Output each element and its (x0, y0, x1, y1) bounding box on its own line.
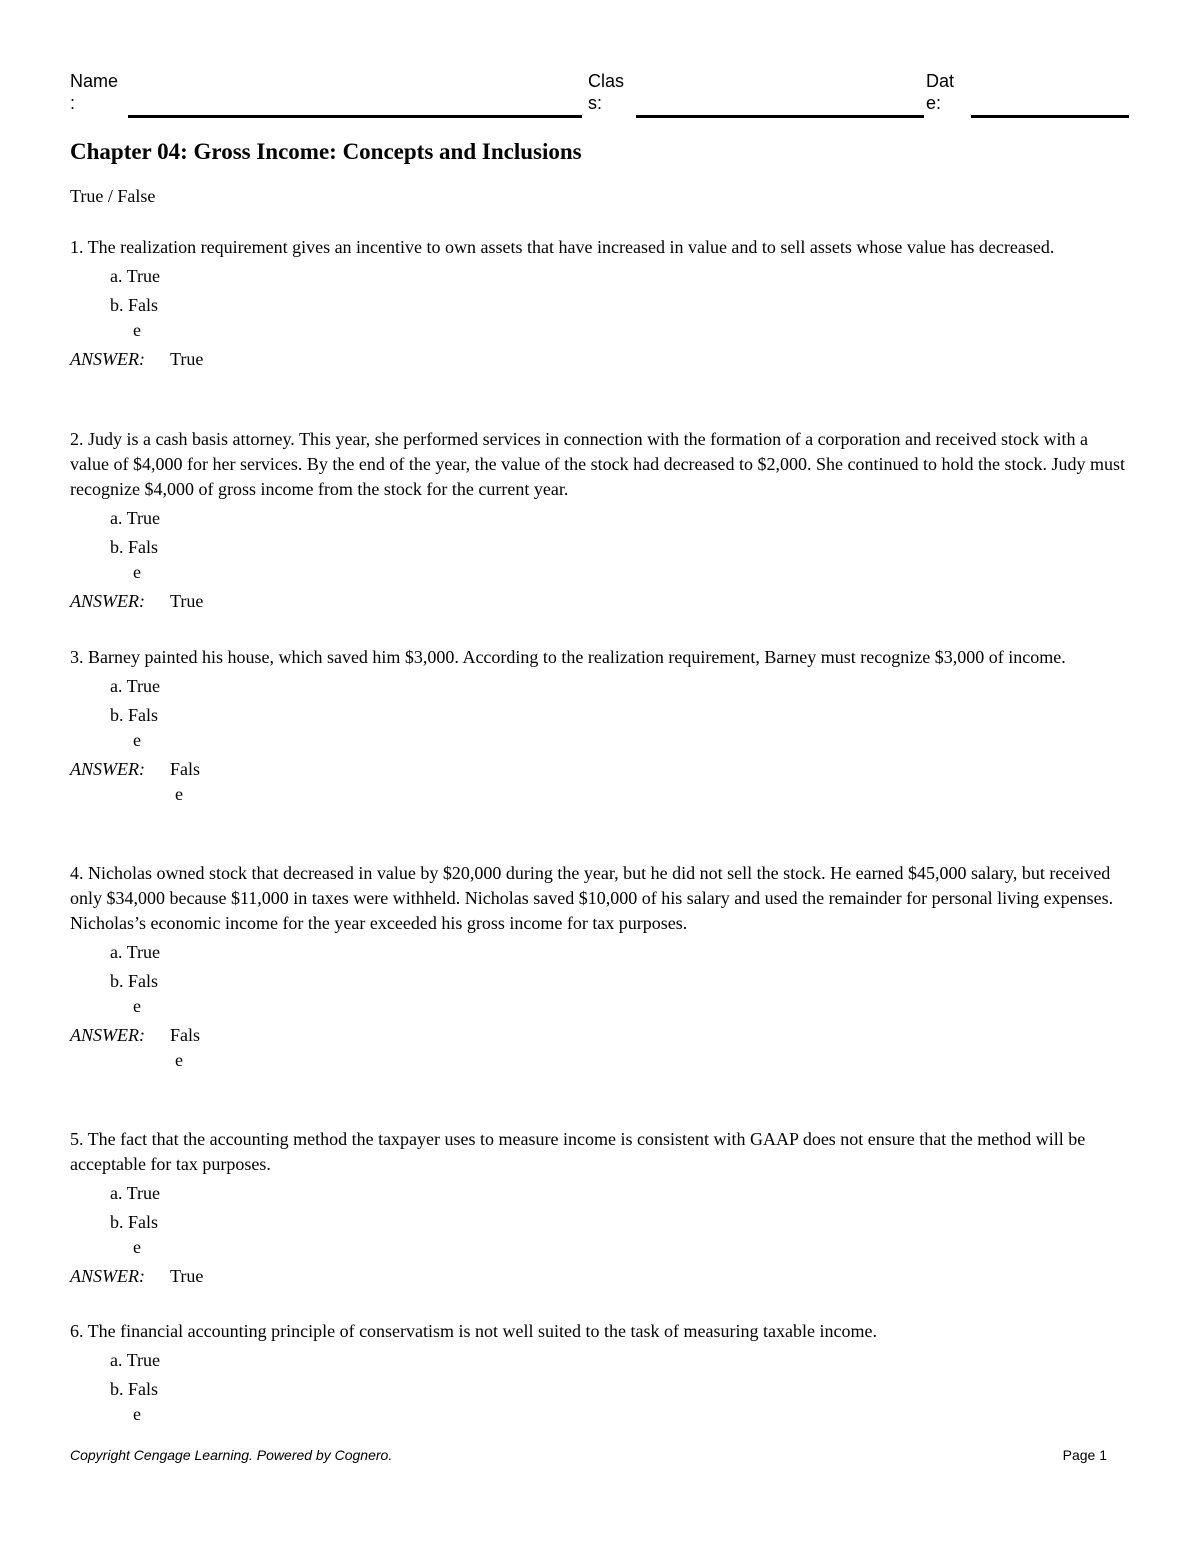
question-text: 4. Nicholas owned stock that decreased in value by $20,000 during the year, but he did not sell the stock. He earned $45,000 salary, but received only $34,000 because $11,000 in taxes were withheld. Nicholas saved $10,000 of his salary and used the remainder for personal living expenses. Nicholas’s economic income for the year exceeded his gross income for tax purposes. (70, 863, 1114, 933)
option-a: a. True (110, 266, 161, 286)
date-label: Dat e: (926, 71, 955, 113)
class-label: Clas s: (588, 71, 625, 113)
option-a: a. True (110, 508, 161, 528)
answer-label: ANSWER: (70, 349, 145, 369)
answer-label: ANSWER: (70, 759, 145, 779)
header-fields (70, 70, 1130, 120)
answer (70, 1264, 1130, 1289)
answer-label: ANSWER: (70, 1025, 145, 1045)
option-b: b. Fals e (110, 537, 159, 582)
answer-value: True (170, 1266, 204, 1286)
date-line (971, 115, 1129, 118)
option-b: b. Fals e (110, 1379, 159, 1424)
answer-label: ANSWER: (70, 1266, 145, 1286)
page-number: Page 1 (1062, 1447, 1107, 1463)
answer (70, 589, 1130, 614)
option-b: b. Fals e (110, 971, 159, 1016)
question-1 (70, 235, 1130, 372)
question-text: 6. The financial accounting principle of conservatism is not well suited to the task of measuring taxable income. (70, 1321, 877, 1341)
option-a: a. True (110, 676, 161, 696)
option-a: a. True (110, 1350, 161, 1370)
answer-value: True (170, 349, 204, 369)
answer (70, 347, 1130, 372)
question-2 (70, 427, 1130, 614)
question-5 (70, 1127, 1130, 1289)
question-3 (70, 645, 1130, 807)
chapter-title: Chapter 04: Gross Income: Concepts and Inclusions (70, 139, 582, 164)
question-4 (70, 861, 1130, 1073)
question-text: 3. Barney painted his house, which saved him $3,000. According to the realization requirement, Barney must recognize $3,000 of income. (70, 647, 1066, 667)
answer-value: True (170, 591, 204, 611)
option-a: a. True (110, 1183, 161, 1203)
answer (70, 1023, 1130, 1073)
question-text: 2. Judy is a cash basis attorney. This year, she performed services in connection with the formation of a corporation and received stock with a value of $4,000 for her services. By the end of the year, the value of the stock had decreased to $2,000. She continued to hold the stock. Judy must recognize $4,000 of gross income from the stock for the current year. (70, 429, 1126, 499)
answer-value: Fals e (170, 1025, 201, 1070)
answer-value: Fals e (170, 759, 201, 804)
name-label: Name : (70, 71, 119, 113)
name-line (128, 115, 582, 118)
option-b: b. Fals e (110, 705, 159, 750)
question-6 (70, 1319, 1130, 1427)
option-b: b. Fals e (110, 1212, 159, 1257)
option-a: a. True (110, 942, 161, 962)
answer (70, 757, 1130, 807)
question-text: 5. The fact that the accounting method the taxpayer uses to measure income is consistent with GAAP does not ensure that the method will be acceptable for tax purposes. (70, 1129, 1086, 1174)
answer-label: ANSWER: (70, 591, 145, 611)
section-heading: True / False (70, 186, 156, 206)
copyright-text: Copyright Cengage Learning. Powered by Cognero. (70, 1447, 393, 1463)
class-line (636, 115, 924, 118)
question-text: 1. The realization requirement gives an incentive to own assets that have increased in value and to sell assets whose value has decreased. (70, 237, 1055, 257)
page-footer (70, 1447, 1107, 1463)
option-b: b. Fals e (110, 295, 159, 340)
